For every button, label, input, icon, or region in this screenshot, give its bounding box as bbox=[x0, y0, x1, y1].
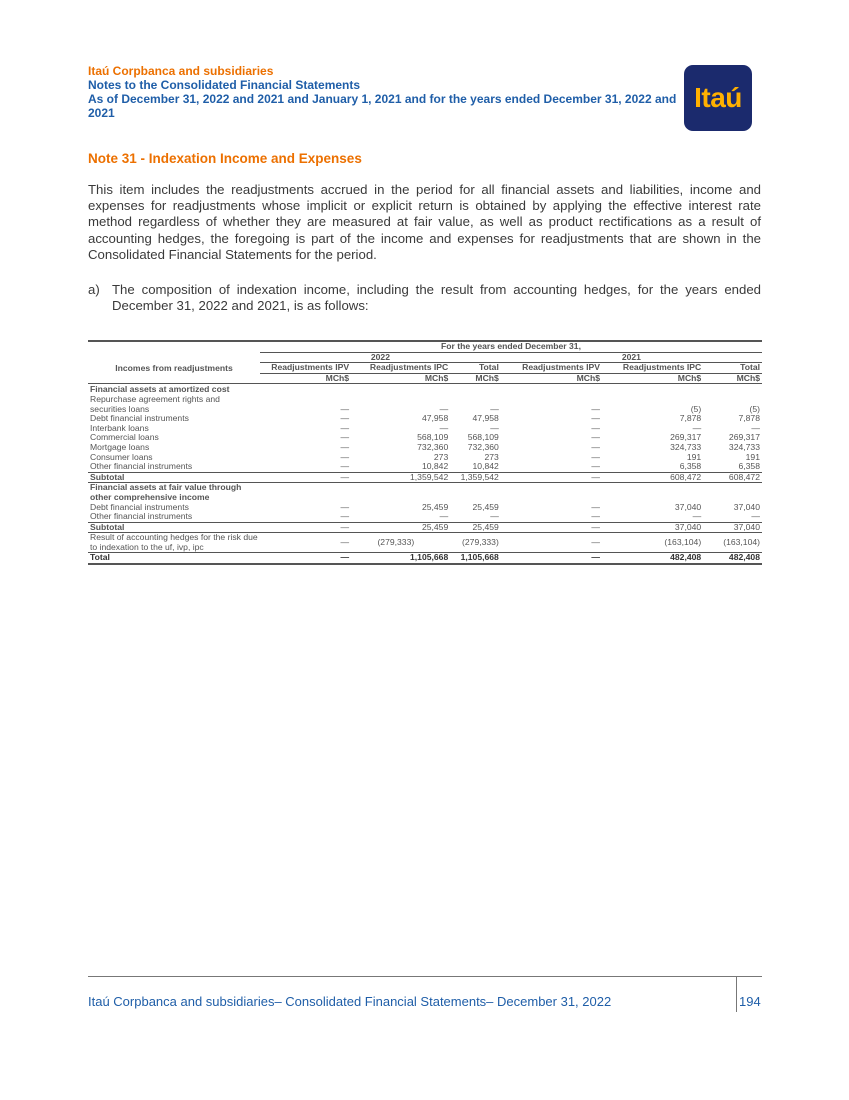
cell: 1,359,542 bbox=[351, 472, 450, 483]
cell: 269,317 bbox=[670, 432, 702, 443]
row-label: Interbank loans bbox=[90, 422, 149, 433]
row-label: Subtotal bbox=[88, 472, 260, 483]
period-line: As of December 31, 2022 and 2021 and January 1, 2021 and for the years ended December 31, 2022 and 2021 bbox=[88, 92, 677, 120]
unit-header: MCh$ bbox=[260, 373, 351, 384]
cell: 25,459 bbox=[351, 522, 450, 533]
cell: — bbox=[591, 413, 601, 424]
cell: — bbox=[501, 472, 602, 483]
cell: — bbox=[439, 511, 449, 522]
page-number: 194 bbox=[739, 994, 761, 1009]
item-a-text: The composition of indexation income, including the result from accounting hedges, for the years ended December 31, 2022 and 2021, is as follows: bbox=[112, 282, 761, 313]
cell: 732,360 bbox=[467, 441, 499, 452]
cell: 37,040 bbox=[602, 522, 703, 533]
unit-header: MCh$ bbox=[602, 373, 703, 384]
note-title: Note 31 - Indexation Income and Expenses bbox=[88, 151, 362, 166]
cell: (5) bbox=[690, 403, 702, 414]
cell: — bbox=[340, 461, 350, 472]
row-label-header: Incomes from readjustments bbox=[115, 362, 233, 373]
cell: 7,878 bbox=[679, 413, 702, 424]
cell: — bbox=[591, 451, 601, 462]
cell: 1,105,668 bbox=[450, 553, 501, 564]
unit-header: MCh$ bbox=[351, 373, 450, 384]
section-heading: Financial assets at amortized cost bbox=[90, 384, 230, 395]
itau-logo bbox=[684, 65, 752, 131]
row-label: Repurchase agreement rights and securities loans bbox=[90, 393, 220, 414]
cell: 10,842 bbox=[421, 461, 449, 472]
cell: 608,472 bbox=[703, 472, 762, 483]
year-2022-header: 2022 bbox=[260, 352, 501, 363]
item-a bbox=[88, 282, 761, 314]
cell: — bbox=[340, 422, 350, 433]
row-label: Consumer loans bbox=[90, 451, 153, 462]
cell: — bbox=[260, 522, 351, 533]
document-subtitle: Notes to the Consolidated Financial Statements bbox=[88, 78, 361, 92]
cell: 1,359,542 bbox=[450, 472, 501, 483]
cell: 10,842 bbox=[472, 461, 499, 472]
logo-text: Itaú bbox=[694, 82, 742, 113]
cell: — bbox=[340, 501, 350, 512]
row-label: Total bbox=[88, 553, 260, 564]
cell: — bbox=[591, 511, 601, 522]
row-label: Result of accounting hedges for the risk due to indexation to the uf, ivp, ipc bbox=[90, 532, 258, 552]
cell: — bbox=[340, 403, 350, 414]
table-row bbox=[88, 512, 762, 522]
col-header: Total bbox=[703, 363, 762, 374]
cell: 568,109 bbox=[417, 432, 449, 443]
footer-page-separator bbox=[736, 976, 737, 1012]
footer-divider bbox=[88, 976, 762, 977]
year-2021-header: 2021 bbox=[501, 352, 762, 363]
cell: — bbox=[591, 432, 601, 443]
cell: — bbox=[439, 403, 449, 414]
row-label: Debt financial instruments bbox=[90, 413, 189, 424]
col-header: Readjustments IPV bbox=[260, 363, 351, 374]
item-a-marker: a) bbox=[88, 282, 100, 297]
cell: 25,459 bbox=[472, 501, 499, 512]
cell: — bbox=[340, 441, 350, 452]
subtotal-row bbox=[88, 472, 762, 483]
cell: (279,333) bbox=[377, 537, 415, 548]
cell: (163,104) bbox=[664, 537, 702, 548]
cell: (279,333) bbox=[462, 537, 499, 548]
cell: 37,040 bbox=[733, 501, 760, 512]
cell: — bbox=[501, 522, 602, 533]
cell: — bbox=[591, 422, 601, 433]
cell: — bbox=[340, 511, 350, 522]
cell: 568,109 bbox=[467, 432, 499, 443]
cell: 7,878 bbox=[738, 413, 760, 424]
cell: — bbox=[260, 472, 351, 483]
cell: 608,472 bbox=[602, 472, 703, 483]
col-header: Readjustments IPC bbox=[602, 363, 703, 374]
cell: 324,733 bbox=[670, 441, 702, 452]
period-header: For the years ended December 31, bbox=[260, 342, 762, 352]
cell: — bbox=[439, 422, 449, 433]
cell: — bbox=[490, 511, 499, 522]
cell: — bbox=[591, 461, 601, 472]
cell: 269,317 bbox=[728, 432, 760, 443]
indexation-table bbox=[88, 340, 762, 565]
cell: — bbox=[490, 403, 499, 414]
cell: 482,408 bbox=[703, 553, 762, 564]
cell: 37,040 bbox=[703, 522, 762, 533]
cell: — bbox=[751, 422, 760, 433]
cell: 47,958 bbox=[472, 413, 499, 424]
cell: — bbox=[340, 432, 350, 443]
cell: — bbox=[340, 413, 350, 424]
cell: 273 bbox=[484, 451, 499, 462]
col-header: Readjustments IPC bbox=[351, 363, 450, 374]
cell: — bbox=[591, 537, 601, 548]
cell: — bbox=[751, 511, 760, 522]
table-row bbox=[88, 443, 762, 453]
total-row bbox=[88, 553, 762, 564]
row-label: Subtotal bbox=[88, 522, 260, 533]
cell: — bbox=[591, 501, 601, 512]
cell: — bbox=[501, 553, 602, 564]
page-header bbox=[88, 64, 688, 120]
row-label: Mortgage loans bbox=[90, 441, 150, 452]
footer-text: Itaú Corpbanca and subsidiaries– Consolidated Financial Statements– December 31, 2022 bbox=[88, 994, 612, 1009]
cell: 25,459 bbox=[421, 501, 449, 512]
cell: 191 bbox=[745, 451, 760, 462]
hedge-row bbox=[88, 533, 762, 553]
cell: 25,459 bbox=[450, 522, 501, 533]
cell: (5) bbox=[749, 403, 760, 414]
col-header: Total bbox=[450, 363, 501, 374]
cell: 482,408 bbox=[602, 553, 703, 564]
unit-header: MCh$ bbox=[450, 373, 501, 384]
cell: 1,105,668 bbox=[351, 553, 450, 564]
cell: (163,104) bbox=[723, 537, 760, 548]
unit-header: MCh$ bbox=[703, 373, 762, 384]
cell: — bbox=[260, 553, 351, 564]
row-label: Debt financial instruments bbox=[90, 501, 189, 512]
col-header: Readjustments IPV bbox=[501, 363, 602, 374]
cell: — bbox=[591, 441, 601, 452]
cell: 273 bbox=[433, 451, 449, 462]
cell: 47,958 bbox=[421, 413, 449, 424]
subtotal-row bbox=[88, 522, 762, 533]
row-label: Commercial loans bbox=[90, 432, 159, 443]
cell: — bbox=[340, 537, 350, 548]
section-heading: Financial assets at fair value through other comprehensive income bbox=[90, 482, 242, 502]
cell: 732,360 bbox=[417, 441, 449, 452]
cell: — bbox=[490, 422, 499, 433]
row-label: Other financial instruments bbox=[90, 511, 193, 522]
table-row bbox=[88, 395, 762, 414]
row-label: Other financial instruments bbox=[90, 461, 193, 472]
unit-header: MCh$ bbox=[501, 373, 602, 384]
company-name: Itaú Corpbanca and subsidiaries bbox=[88, 64, 274, 78]
table-row bbox=[88, 414, 762, 424]
note-paragraph: This item includes the readjustments accrued in the period for all financial assets and liabilities, income and expenses for readjustments whose implicit or explicit return is obtained by applying the effective interest rate method regardless of whether they are measured at fair value, as well as product rectifications as a result of accounting hedges, the foregoing is part of the income and expenses for readjustments that are shown in the Consolidated Financial Statements for the period. bbox=[88, 182, 761, 262]
cell: 6,358 bbox=[679, 461, 702, 472]
cell: — bbox=[340, 451, 350, 462]
cell: — bbox=[692, 422, 702, 433]
cell: 191 bbox=[686, 451, 702, 462]
cell: 37,040 bbox=[674, 501, 702, 512]
cell: 6,358 bbox=[738, 461, 760, 472]
cell: 324,733 bbox=[728, 441, 760, 452]
cell: — bbox=[692, 511, 702, 522]
cell: — bbox=[591, 403, 601, 414]
table-row bbox=[88, 462, 762, 472]
